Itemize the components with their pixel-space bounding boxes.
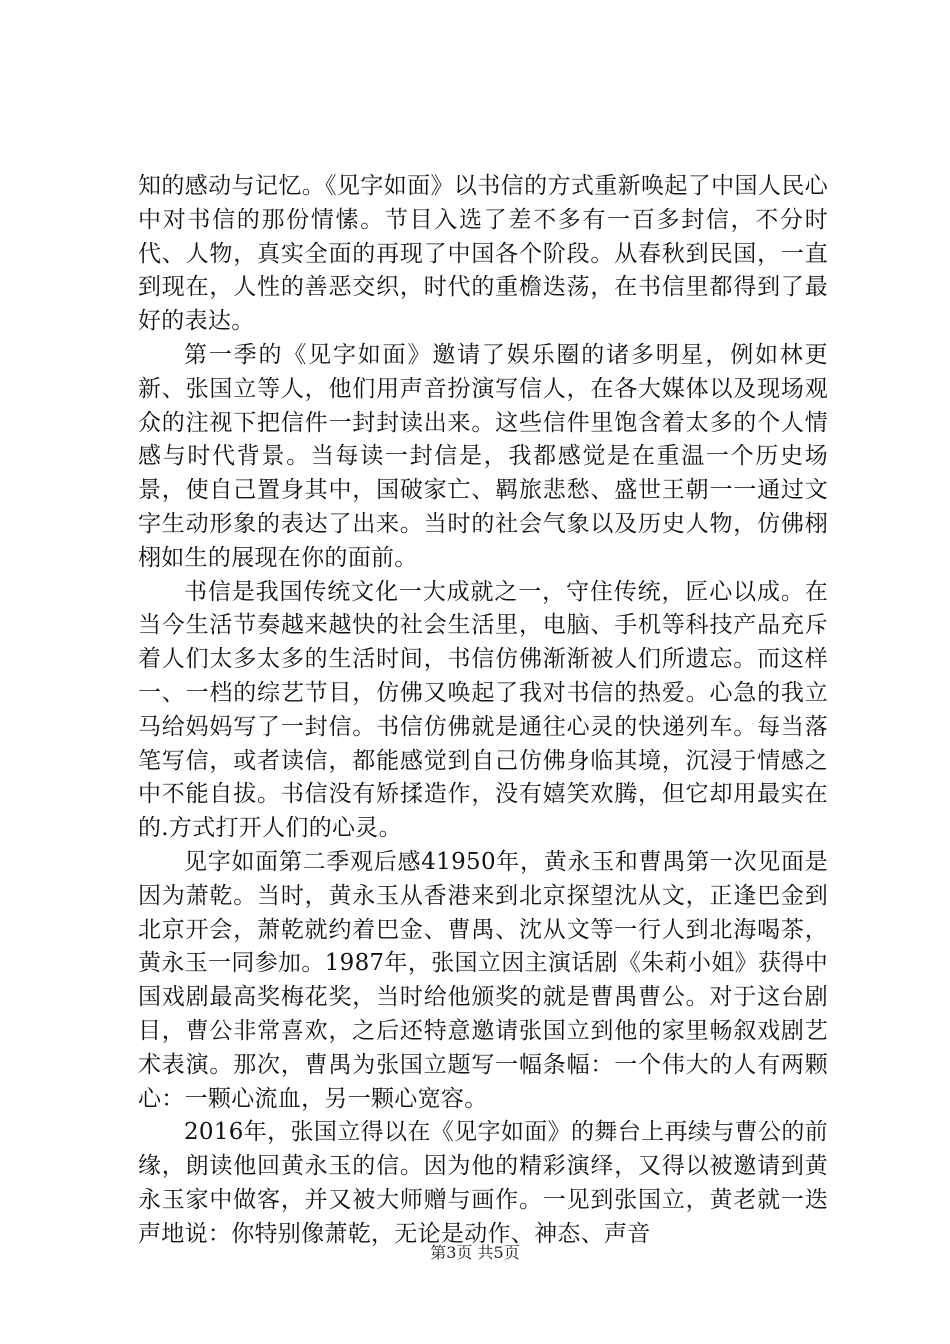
page-footer: 第3页 共5页 [430,1243,520,1262]
paragraph-1: 知的感动与记忆。《见字如面》以书信的方式重新唤起了中国人民心中对书信的那份情愫。节目入选了差不多有一百多封信，不分时代、人物，真实全面的再现了中国各个阶段。从春秋到民国，一直到现在，人性的善恶交织，时代的重檐迭荡，在书信里都得到了最好的表达。 [138,173,828,335]
paragraph-2: 第一季的《见字如面》邀请了娱乐圈的诸多明星，例如林更新、张国立等人，他们用声音扮演写信人，在各大媒体以及现场观众的注视下把信件一封封读出来。这些信件里饱含着太多的个人情感与时代背景。当每读一封信是，我都感觉是在重温一个历史场景，使自己置身其中，国破家亡、羁旅悲愁、盛世王朝一一通过文字生动形象的表达了出来。当时的社会气象以及历史人物，仿佛栩栩如生的展现在你的面前。 [138,341,828,571]
paragraph-4: 见字如面第二季观后感41950年，黄永玉和曹禺第一次见面是因为萧乾。当时，黄永玉从香港来到北京探望沈从文，正逢巴金到北京开会，萧乾就约着巴金、曹禺、沈从文等一行人到北海喝茶，黄永玉一同参加。1987年，张国立因主演话剧《朱莉小姐》获得中国戏剧最高奖梅花奖，当时给他颁奖的就是曹禺曹公。对于这台剧目，曹公非常喜欢，之后还特意邀请张国立到他的家里畅叙戏剧艺术表演。那次，曹禺为张国立题写一幅条幅：一个伟大的人有两颗心：一颗心流血，另一颗心宽容。 [138,848,828,1112]
document-body [138,170,828,1252]
paragraph-3: 书信是我国传统文化一大成就之一，守住传统，匠心以成。在当今生活节奏越来越快的社会生活里，电脑、手机等科技产品充斥着人们太多太多的生活时间，书信仿佛渐渐被人们所遗忘。而这样一、一档的综艺节目，仿佛又唤起了我对书信的热爱。心急的我立马给妈妈写了一封信。书信仿佛就是通往心灵的快递列车。每当落笔写信，或者读信，都能感觉到自己仿佛身临其境，沉浸于情感之中不能自拔。书信没有矫揉造作，没有嬉笑欢腾，但它却用最实在的.方式打开人们的心灵。 [138,578,828,842]
paragraph-5: 2016年，张国立得以在《见字如面》的舞台上再续与曹公的前缘，朗读他回黄永玉的信。因为他的精彩演绎，又得以被邀请到黄永玉家中做客，并又被大师赠与画作。一见到张国立，黄老就一迭声地说：你特别像萧乾，无论是动作、神态、声音 [138,1119,828,1247]
